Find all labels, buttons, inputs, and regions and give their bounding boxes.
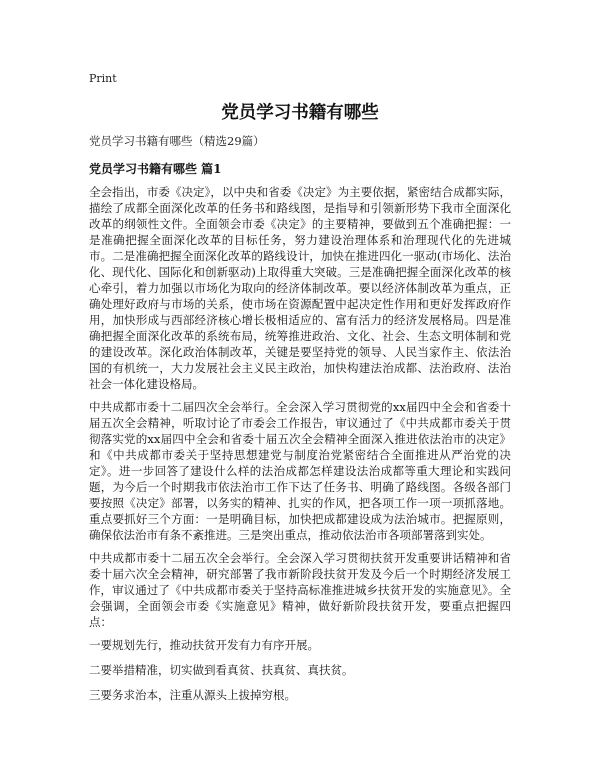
paragraph-1: 全会指出，市委《决定》，以中央和省委《决定》为主要依据，紧密结合成都实际，描绘了成都全面深化改革的任务书和路线图，是指导和引领新形势下我市全面深化改革的纲领性文件。全面领会市委《决定》的主要精神，要做到五个准确把握：一是准确把握全面深化改革的目标任务，努力建设治理体系和治理现代化的先进城市。二是准确把握全面深化改革的路线设计，加快在推进四化一驱动(市场化、法治化、现代化、国际化和创新驱动)上取得重大突破。三是准确把握全面深化改革的核心牵引，着力加强以市场化为取向的经济体制改革。要以经济体制改革为重点，正确处理好政府与市场的关系，使市场在资源配置中起决定性作用和更好发挥政府作用，加快形成与西部经济核心增长极相适应的、富有活力的经济发展格局。四是准确把握全面深化改革的系统布局，统筹推进政治、文化、社会、生态文明体制和党的建设改革。深化政治体制改革，关键是要坚持党的领导、人民当家作主、依法治国的有机统一，大力发展社会主义民主政治，加快构建法治成都、法治政府、法治社会一体化建设格局。 xyxy=(89,185,511,391)
document-body xyxy=(89,184,511,712)
paragraph-3: 中共成都市委十二届五次全会举行。全会深入学习贯彻扶贫开发重要讲话精神和省委十届六次全会精神，研究部署了我市新阶段扶贫开发及今后一个时期经济发展工作，审议通过了《中共成都市委关于坚持高标准推进城乡扶贫开发的实施意见》。全会强调，全面领会市委《实施意见》精神，做好新阶段扶贫开发，要重点把握四点： xyxy=(89,551,511,629)
paragraph-6: 三要务求治本，注重从源头上拔掉穷根。 xyxy=(89,688,296,702)
section-heading: 党员学习书籍有哪些 篇1 xyxy=(89,162,222,176)
document-title: 党员学习书籍有哪些 xyxy=(221,103,379,123)
paragraph-5: 二要举措精准，切实做到看真贫、扶真贫、真扶贫。 xyxy=(89,663,354,677)
paragraph-2: 中共成都市委十二届四次全会举行。全会深入学习贯彻党的xx届四中全会和省委十届五次全会精神，听取讨论了市委会工作报告，审议通过了《中共成都市委关于贯彻落实党的xx届四中全会和省委十届五次全会精神全面深入推进依法治市的决定》和《中共成都市委关于坚持思想建党与制度治党紧密结合全面推进从严治党的决定》。进一步回答了建设什么样的法治成都怎样建设法治成都等重大理论和实践问题，为今后一个时期我市依法治市工作下达了任务书、明确了路线图。各级各部门要按照《决定》部署，以务实的精神、扎实的作风，把各项工作一项一项抓落地。重点要抓好三个方面：一是明确目标，加快把成都建设成为法治城市。把握原则，确保依法治市有条不紊推进。三是突出重点，推动依法治市各项部署落到实处。 xyxy=(89,400,511,542)
paragraph-4: 一要规划先行，推动扶贫开发有力有序开展。 xyxy=(89,638,319,652)
print-label[interactable]: Print xyxy=(89,72,117,85)
document-subtitle: 党员学习书籍有哪些（精选29篇） xyxy=(89,134,265,148)
